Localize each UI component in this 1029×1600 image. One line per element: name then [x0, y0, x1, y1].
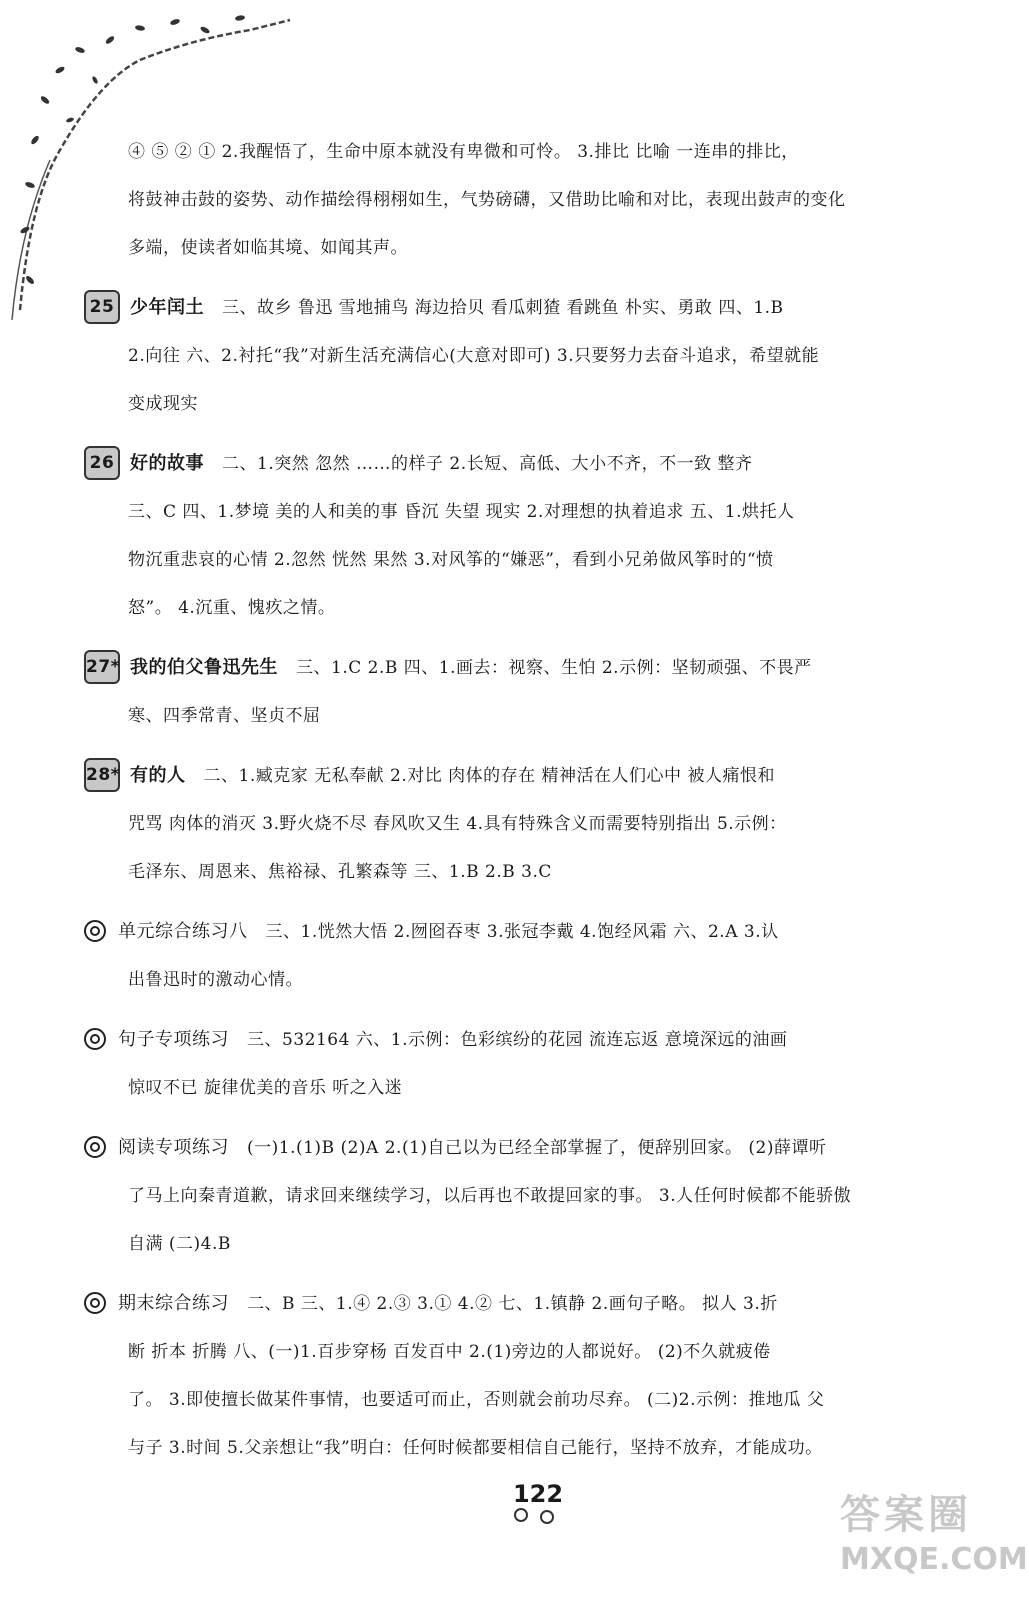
answer-line: 三、1.C 2.B 四、1.画去：视察、生怕 2.示例：坚韧顽强、不畏严 — [296, 658, 812, 678]
answer-line: 自满 (二)4.B — [128, 1234, 231, 1254]
section-bullet-icon — [84, 1028, 106, 1050]
lesson-title: 少年闰土 — [130, 297, 204, 318]
answer-line: 多端，使读者如临其境、如闻其声。 — [128, 238, 408, 258]
answer-block-lesson-25 — [89, 284, 988, 428]
answer-line: 了。 3.即使擅长做某件事情，也要适可而止，否则就会前功尽弃。 (二)2.示例：推地瓜 父 — [128, 1390, 825, 1410]
page-number — [498, 1464, 578, 1524]
lesson-number-badge: 25 — [84, 290, 120, 324]
answer-line: 物沉重悲哀的心情 2.忽然 恍然 果然 3.对风筝的“嫌恶”，看到小兄弟做风筝时的“愤 — [128, 550, 774, 570]
page-number-foot-icon — [540, 1510, 554, 1524]
section-title: 句子专项练习 — [118, 1029, 229, 1050]
lesson-number-badge: 28* — [84, 758, 120, 792]
answer-block-lesson-27 — [86, 644, 988, 740]
answer-block-final-review — [118, 1280, 988, 1472]
watermark-top-text: 答案圈 — [840, 1492, 972, 1538]
page-number-text: 122 — [512, 1480, 564, 1508]
answer-line: 咒骂 肉体的消灭 3.野火烧不尽 春风吹又生 4.具有特殊含义而需要特别指出 5.示例： — [128, 814, 787, 834]
answer-line: 怒”。 4.沉重、愧疚之情。 — [128, 598, 336, 618]
answer-line: 惊叹不已 旋律优美的音乐 听之入迷 — [128, 1078, 403, 1098]
section-bullet-icon — [84, 920, 106, 942]
answer-line: 出鲁迅时的激动心情。 — [128, 970, 303, 990]
answer-line: 将鼓神击鼓的姿势、动作描绘得栩栩如生，气势磅礴，又借助比喻和对比，表现出鼓声的变化 — [128, 190, 846, 210]
lesson-title: 好的故事 — [130, 453, 204, 474]
answer-line: 变成现实 — [128, 394, 198, 414]
lesson-number-badge: 27* — [84, 650, 120, 684]
watermark-logo — [840, 1490, 1028, 1590]
watermark-bottom-text: MXQE.COM — [840, 1542, 1028, 1577]
answer-line: 了马上向秦青道歉，请求回来继续学习，以后再也不敢提回家的事。 3.人任何时候都不能骄傲 — [128, 1186, 852, 1206]
section-title: 期末综合练习 — [118, 1293, 229, 1314]
section-title: 单元综合练习八 — [118, 921, 248, 942]
answer-block-unit-review — [118, 908, 988, 1004]
answer-block-lesson-26 — [89, 440, 988, 632]
answer-line: 三、532164 六、1.示例：色彩缤纷的花园 流连忘返 意境深远的油画 — [247, 1030, 788, 1050]
answer-line: 与子 3.时间 5.父亲想让“我”明白：任何时候都要相信自己能行，坚持不放弃，才能成功。 — [128, 1438, 823, 1458]
answer-block-sentence-practice — [118, 1016, 988, 1112]
answer-line: 二、1.臧克家 无私奉献 2.对比 肉体的存在 精神活在人们心中 被人痛恨和 — [203, 766, 775, 786]
answer-block-reading-practice — [118, 1124, 988, 1268]
section-title: 阅读专项练习 — [118, 1137, 229, 1158]
lesson-number-badge: 26 — [84, 446, 120, 480]
lesson-title: 我的伯父鲁迅先生 — [130, 657, 278, 678]
answer-line: (一)1.(1)B (2)A 2.(1)自己以为已经全部掌握了，便辞别回家。 (2)薛谭听 — [247, 1138, 827, 1158]
answer-line: 三、故乡 鲁迅 雪地捕鸟 海边拾贝 看瓜刺猹 看跳鱼 朴实、勇敢 四、1.B — [222, 298, 784, 318]
answer-line: 断 折本 折腾 八、(一)1.百步穿杨 百发百中 2.(1)旁边的人都说好。 (2)不久就疲倦 — [128, 1342, 771, 1362]
answer-block-continued — [128, 128, 988, 272]
lesson-title: 有的人 — [130, 765, 186, 786]
answer-line: 三、C 四、1.梦境 美的人和美的事 昏沉 失望 现实 2.对理想的执着追求 五、1.烘托人 — [128, 502, 795, 522]
answer-block-lesson-28 — [86, 752, 988, 896]
answer-line: 2.向往 六、2.衬托“我”对新生活充满信心(大意对即可) 3.只要努力去奋斗追求，希望就能 — [128, 346, 820, 366]
page-number-foot-icon — [514, 1508, 528, 1522]
answer-line: 寒、四季常青、坚贞不屈 — [128, 706, 321, 726]
answer-line: ④ ⑤ ② ① 2.我醒悟了，生命中原本就没有卑微和可怜。 3.排比 比喻 一连串的排比， — [128, 142, 799, 162]
section-bullet-icon — [84, 1292, 106, 1314]
answer-line: 二、1.突然 忽然 ……的样子 2.长短、高低、大小不齐，不一致 整齐 — [222, 454, 753, 474]
answer-line: 二、B 三、1.④ 2.③ 3.① 4.② 七、1.镇静 2.画句子略。 拟人 3.折 — [247, 1294, 778, 1314]
section-bullet-icon — [84, 1136, 106, 1158]
answer-content — [86, 128, 988, 1484]
answer-line: 三、1.恍然大悟 2.囫囵吞枣 3.张冠李戴 4.饱经风霜 六、2.A 3.认 — [265, 922, 779, 942]
answer-line: 毛泽东、周恩来、焦裕禄、孔繁森等 三、1.B 2.B 3.C — [128, 862, 552, 882]
